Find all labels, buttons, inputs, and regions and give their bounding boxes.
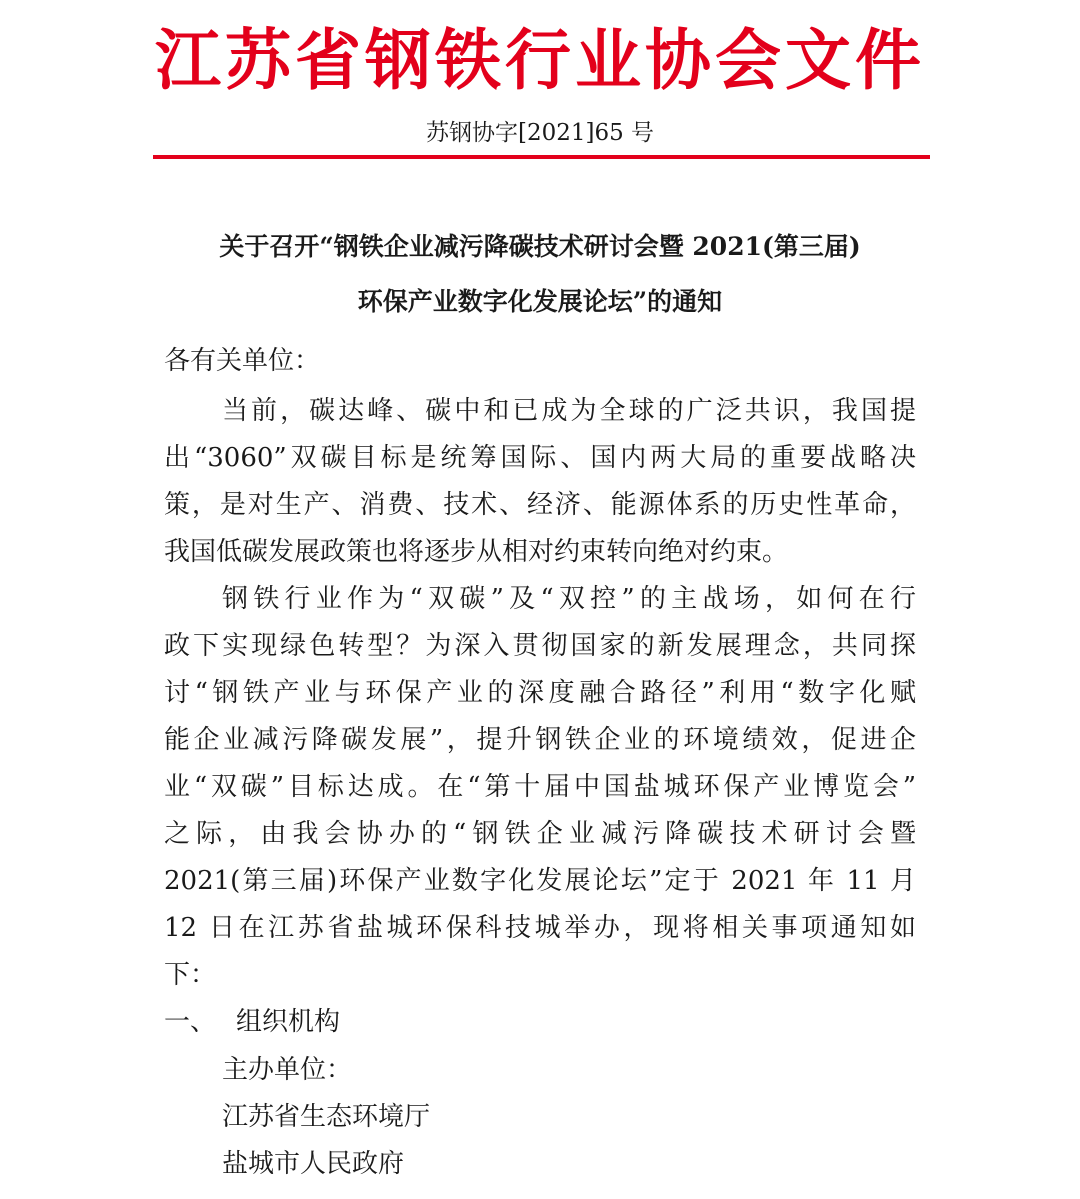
document-number: 苏钢协字[2021]65 号 (425, 120, 655, 146)
paragraph-1-line: 当前，碳达峰、碳中和已成为全球的广泛共识，我国提 (222, 396, 916, 426)
paragraph-1-line: 出“3060”双碳目标是统筹国际、国内两大局的重要战略决 (164, 443, 916, 473)
paragraph-2-line: 政下实现绿色转型？为深入贯彻国家的新发展理念，共同探 (164, 631, 916, 661)
salutation: 各有关单位： (164, 346, 321, 376)
paragraph-2-line: 12 日在江苏省盐城环保科技城举办，现将相关事项通知如 (164, 913, 916, 943)
document-header-title: 江苏省钢铁行业协会文件 (155, 21, 925, 99)
paragraph-2-line: 业“双碳”目标达成。在“第十届中国盐城环保产业博览会” (164, 772, 916, 802)
paragraph-1-line: 我国低碳发展政策也将逐步从相对约束转向绝对约束。 (164, 537, 789, 567)
paragraph-2-line: 讨“钢铁产业与环保产业的深度融合路径”利用“数字化赋 (164, 678, 916, 708)
paragraph-2-line: 2021(第三届)环保产业数字化发展论坛”定于 2021 年 11 月 (164, 866, 916, 896)
section-1-heading (164, 1002, 340, 1042)
section-1-number: 一、 (164, 1007, 217, 1037)
section-1-title: 组织机构 (236, 1007, 341, 1037)
organizer-item: 盐城市人民政府 (222, 1149, 405, 1179)
paragraph-2-line: 之际，由我会协办的“钢铁企业减污降碳技术研讨会暨 (164, 819, 916, 849)
organizer-label: 主办单位： (222, 1055, 353, 1085)
notice-title-line-2: 环保产业数字化发展论坛”的通知 (357, 287, 723, 316)
notice-title-line-1: 关于召开“钢铁企业减污降碳技术研讨会暨 2021(第三届) (219, 232, 861, 261)
paragraph-1-line: 策，是对生产、消费、技术、经济、能源体系的历史性革命， (164, 490, 916, 520)
organizer-item: 江苏省生态环境厅 (222, 1102, 431, 1132)
header-red-divider (153, 155, 930, 159)
paragraph-2-line: 下： (164, 960, 217, 990)
paragraph-2-line: 能企业减污降碳发展”，提升钢铁企业的环境绩效，促进企 (164, 725, 916, 755)
paragraph-2-line: 钢铁行业作为“双碳”及“双控”的主战场，如何在行 (222, 584, 916, 614)
